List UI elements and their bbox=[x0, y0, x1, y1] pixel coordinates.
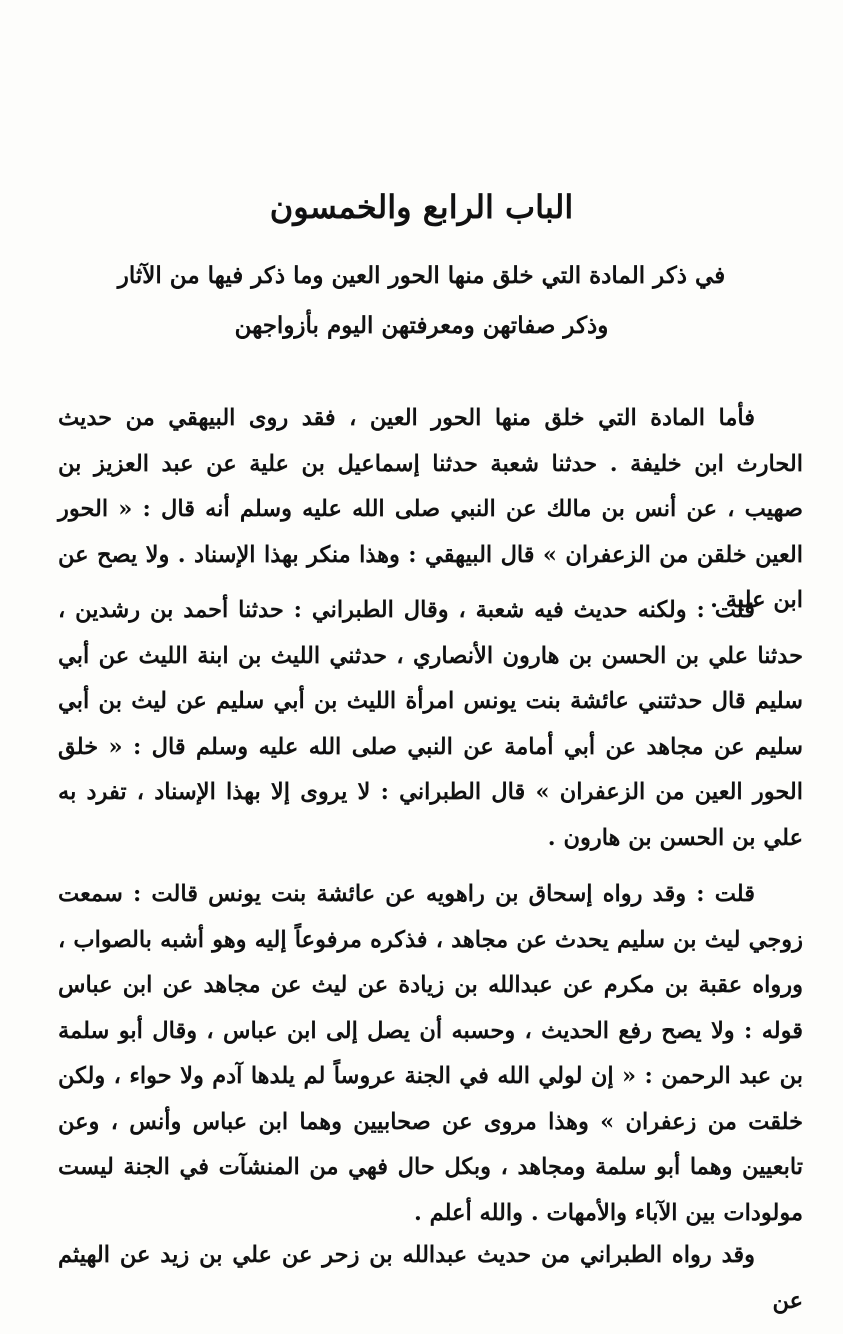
chapter-subtitle-line-1: في ذكر المادة التي خلق منها الحور العين وما ذكر فيها من الآثار bbox=[117, 262, 726, 289]
paragraph-text: فأما المادة التي خلق منها الحور العين ، فقد روى البيهقي من حديث الحارث ابن خليفة . حدثنا شعبة حدثنا إسماعيل بن علية عن عبد العزيز بن صهيب ، عن أنس بن مالك عن النبي صلى الله عليه وسلم أنه قال : « الحور العين خلقن من الزعفران » قال البيهقي : وهذا منكر بهذا الإسناد . ولا يصح عن ابن علية . bbox=[58, 405, 803, 613]
paragraph-text: وقد رواه الطبراني من حديث عبدالله بن زحر عن علي بن زيد عن الهيثم عن bbox=[58, 1242, 803, 1314]
paragraph-4 bbox=[58, 1233, 803, 1324]
paragraph-text: قلت : وقد رواه إسحاق بن راهويه عن عائشة بنت يونس قالت : سمعت زوجي ليث بن سليم يحدث عن مجاهد ، فذكره مرفوعاً إليه وهو أشبه بالصواب ، ورواه عقبة بن مكرم عن عبدالله بن زيادة عن ليث عن مجاهد عن ابن عباس قوله : ولا يصح رفع الحديث ، وحسبه أن يصل إلى ابن عباس ، وقال أبو سلمة بن عبد الرحمن : « إن لولي الله في الجنة عروساً لم يلدها آدم ولا حواء ، ولكن خلقت من زعفران » وهذا مروى عن صحابيين وهما ابن عباس وأنس ، وعن تابعيين وهما أبو سلمة ومجاهد ، وبكل حال فهي من المنشآت في الجنة ليست مولودات بين الآباء والأمهات . والله أعلم . bbox=[58, 881, 803, 1226]
chapter-subtitle-line-2: وذكر صفاتهن ومعرفتهن اليوم بأزواجهن bbox=[234, 312, 609, 339]
chapter-title: الباب الرابع والخمسون bbox=[269, 188, 574, 226]
paragraph-2 bbox=[58, 588, 803, 861]
paragraph-3 bbox=[58, 872, 803, 1236]
paragraph-text: قلت : ولكنه حديث فيه شعبة ، وقال الطبراني : حدثنا أحمد بن رشدين ، حدثنا علي بن الحسن بن هارون الأنصاري ، حدثني الليث بن ابنة الليث عن أبي سليم قال حدثتني عائشة بنت يونس امرأة الليث بن أبي سليم عن ليث بن أبي سليم عن مجاهد عن أبي أمامة عن النبي صلى الله عليه وسلم قال : « خلق الحور العين من الزعفران » قال الطبراني : لا يروى إلا بهذا الإسناد ، تفرد به علي بن الحسن بن هارون . bbox=[58, 597, 803, 851]
